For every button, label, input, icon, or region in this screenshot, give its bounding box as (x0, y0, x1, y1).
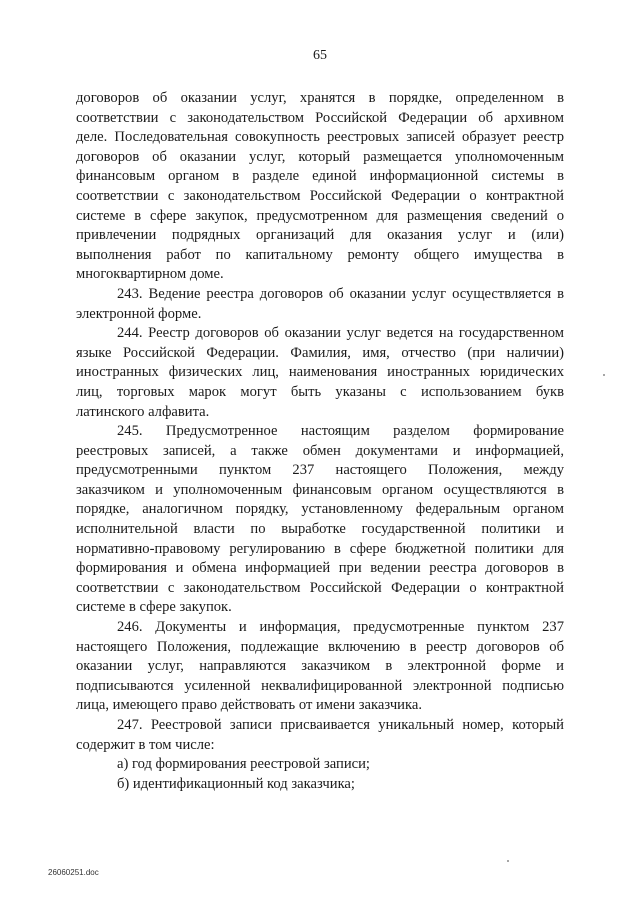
text-line: выполнения работ по капитальному ремонту общего имущества в (76, 246, 564, 263)
text-line: 244. Реестр договоров об оказании услуг ведется на государственном (117, 325, 564, 342)
text-line: исполнительной власти по выработке государственной политики и (76, 521, 564, 538)
document-file-code: 26060251.doc (48, 868, 99, 877)
text-line: многоквартирном доме. (76, 266, 224, 283)
text-line: системе в сфере закупок. (76, 599, 232, 616)
text-line: а) год формирования реестровой записи; (117, 756, 370, 773)
text-line: подписываются усиленной неквалифицированной электронной подписью (76, 677, 564, 694)
text-line: системе в сфере закупок, предусмотренном для размещения сведений о (76, 207, 564, 224)
text-line: б) идентификационный код заказчика; (117, 775, 355, 792)
text-line: иностранных физических лиц, наименования иностранных юридических (76, 364, 564, 381)
text-line: заказчиком и уполномоченным финансовым органом осуществляются в (76, 481, 564, 498)
text-line: 245. Предусмотренное настоящим разделом формирование (117, 423, 564, 440)
text-line: языке Российской Федерации. Фамилия, имя, отчество (при наличии) (76, 344, 564, 361)
text-line: содержит в том числе: (76, 736, 215, 753)
scan-speck (603, 374, 605, 376)
text-line: формирования и обмена информацией при ведении реестра договоров в (76, 560, 564, 577)
text-line: предусмотренными пунктом 237 настоящего Положения, между (76, 462, 564, 479)
text-line: электронной форме. (76, 305, 202, 322)
scan-speck (507, 860, 509, 862)
text-line: договоров об оказании услуг, хранятся в порядке, определенном в (76, 90, 564, 106)
text-line: договоров об оказании услуг, который размещается уполномоченным (76, 148, 564, 165)
text-line: реестровых записей, а также обмен документами и информацией, (76, 442, 564, 459)
text-line: лица, имеющего право действовать от имени заказчика. (76, 697, 422, 714)
text-line: 247. Реестровой записи присваивается уникальный номер, который (117, 717, 564, 733)
text-line: нормативно-правовому регулированию в сфере бюджетной политики для (76, 540, 564, 557)
text-line: оказании услуг, направляются заказчиком в электронной форме и (76, 658, 564, 675)
text-line: латинского алфавита. (76, 403, 210, 420)
page-number: 65 (313, 48, 327, 63)
text-line: финансовым органом в разделе единой информационной системы в (76, 168, 564, 185)
text-line: привлечении подрядных организаций для оказания услуг и (или) (76, 227, 564, 244)
document-body (76, 89, 564, 794)
text-line: лиц, торговых марок могут быть указаны с использованием букв (76, 383, 564, 400)
text-line: соответствии с законодательством Российской Федерации об архивном (76, 109, 564, 126)
text-line: соответствии с законодательством Российской Федерации о контрактной (76, 579, 564, 596)
text-line: настоящего Положения, подлежащие включению в реестр договоров об (76, 638, 564, 655)
text-line: порядке, аналогичном порядку, установленному федеральным органом (76, 501, 564, 518)
text-line: 243. Ведение реестра договоров об оказании услуг осуществляется в (117, 285, 564, 302)
text-line: соответствии с законодательством Российской Федерации о контрактной (76, 187, 564, 204)
text-line: деле. Последовательная совокупность реестровых записей образует реестр (76, 129, 564, 146)
text-line: 246. Документы и информация, предусмотренные пунктом 237 (117, 619, 564, 636)
